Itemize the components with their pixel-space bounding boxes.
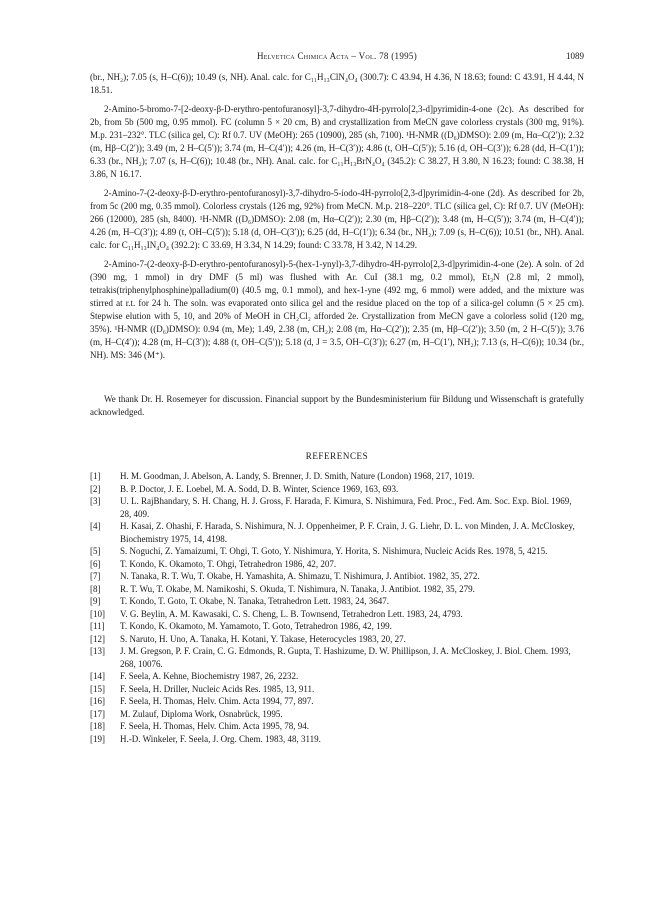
reference-text: F. Seela, H. Driller, Nucleic Acids Res. 1985, 13, 911. [120, 683, 315, 694]
reference-text: S. Noguchi, Z. Yamaizumi, T. Ohgi, T. Goto, Y. Nishimura, Y. Horita, S. Nishimura, Nucleic Acids Res. 1978, 5, 4215. [120, 546, 548, 556]
references-heading: REFERENCES [305, 451, 369, 461]
reference-item [90, 470, 584, 483]
reference-item [90, 583, 584, 596]
reference-text: T. Kondo, T. Goto, T. Okabe, N. Tanaka, Tetrahedron Lett. 1983, 24, 3647. [120, 596, 390, 606]
reference-item [90, 708, 584, 721]
reference-number: [19] [90, 733, 105, 744]
reference-number: [6] [90, 558, 101, 569]
experimental-paragraph: 2-Amino-7-(2-deoxy-β-D-erythro-pentofuranosyl)-3,7-dihydro-5-iodo-4H-pyrrolo[2,3-d]pyrimidin-4-one (2d). As described for 2b, from 5c (200 mg, 0.35 mmol). Colorless crystals (126 mg, 92%) from MeCN. M.p. 218–220°. TLC (silica gel, C): Rf 0.7. UV (MeOH): 266 (12000), 285 (sh, 8400). ¹H-NMR ((D₆)DMSO): 2.08 (m, Hα–C(2′)); 2.30 (m, Hβ–C(2′)); 3.48 (m, H–C(5′)); 3.74 (m, H–C(4′)); 4.26 (m, H–C(3′)); 4.89 (t, OH–C(5′)); 5.18 (d, OH–C(3′)); 6.25 (dd, H–C(1′)); 6.34 (br., NH₂); 7.09 (s, H–C(6)); 10.51 (br., NH). Anal. calc. for C₁₁H₁₃IN₄O₄ (392.2): C 33.69, H 3.34, N 14.29; found: C 33.78, H 3.42, N 14.29. [90, 188, 584, 250]
reference-number: [9] [90, 596, 101, 606]
reference-number: [8] [90, 583, 101, 594]
reference-text: R. T. Wu, T. Okabe, M. Namikoshi, S. Okuda, T. Nishimura, N. Tanaka, J. Antibiot. 1982, 35, 279. [120, 583, 475, 594]
reference-text: U. L. RajBhandary, S. H. Chang, H. J. Gross, F. Harada, F. Kimura, S. Nishimura, Fed. Proc., Fed. Am. Soc. Exp. Biol. 1969, 28, 409. [120, 496, 572, 519]
reference-number: [17] [90, 708, 105, 719]
experimental-paragraph: 2-Amino-7-(2-deoxy-β-D-erythro-pentofuranosyl)-5-(hex-1-ynyl)-3,7-dihydro-4H-pyrrolo[2,3-d]pyrimidin-4-one (2e). A soln. of 2d (390 mg, 1 mmol) in dry DMF (5 ml) was flushed with Ar. CuI (38.1 mg, 0.2 mmol), Et₃N (2.8 ml, 2 mmol), tetrakis(triphenylphosphine)palladium(0) (40.5 mg, 0.1 mmol), and hex-1-yne (492 mg, 6 mmol) were added, and the mixture was stirred at r.t. for 24 h. The soln. was evaporated onto silica gel and the residue placed on the top of a silica-gel column (5 × 25 cm). Stepwise elution with 5, 10, and 20% of MeOH in CH₂Cl₂ afforded 2e. Crystallization from MeCN gave a colorless solid (120 mg, 35%). ¹H-NMR ((D₆)DMSO): 0.94 (m, Me); 1.49, 2.38 (m, CH₂); 2.08 (m, Hα–C(2′)); 2.35 (m, Hβ–C(2′)); 3.50 (m, 2 H–C(5′)); 3.76 (m, H–C(4′)); 4.28 (m, H–C(3′)); 4.88 (t, OH–C(5′)); 5.18 (d, J = 3.5, OH–C(3′)); 6.27 (m, H–C(1′), NH₂); 7.13 (s, H–C(6)); 10.34 (br., NH). MS: 346 (M⁺). [90, 259, 584, 360]
reference-item [90, 683, 584, 696]
reference-text: H.-D. Winkeler, F. Seela, J. Org. Chem. 1983, 48, 3119. [120, 733, 321, 744]
reference-item [90, 545, 584, 558]
reference-number: [10] [90, 608, 105, 619]
experimental-paragraph: 2-Amino-5-bromo-7-[2-deoxy-β-D-erythro-pentofuranosyl]-3,7-dihydro-4H-pyrrolo[2,3-d]pyrimidin-4-one (2c). As described for 2b, from 5b (500 mg, 0.95 mmol). FC (column 5 × 20 cm, B) and crystallization from MeCN gave colorless crystals (300 mg, 91%). M.p. 231–232°. TLC (silica gel, C): Rf 0.7. UV (MeOH): 265 (10900), 285 (sh, 7100). ¹H-NMR ((D₆)DMSO): 2.09 (m, Hα–C(2′)); 2.32 (m, Hβ–C(2′)); 3.49 (m, 2 H–C(5′)); 3.74 (m, H–C(4′)); 4.26 (m, H–C(3′)); 4.86 (t, OH–C(5′)); 5.16 (d, OH–C(3′)); 6.28 (dd, H–C(1′)); 6.33 (br., NH₂); 7.07 (s, H–C(6)); 10.48 (br., NH). Anal. calc. for C₁₁H₁₃BrN₄O₄ (345.2): C 38.27, H 3.80, N 16.23; found: C 38.38, H 3.86, N 16.17. [90, 104, 584, 179]
acknowledgement: We thank Dr. H. Rosemeyer for discussion. Financial support by the Bundesministerium für Bildung und Wissenschaft is gratefully acknowledged. [90, 394, 584, 417]
reference-item [90, 645, 584, 670]
reference-number: [4] [90, 521, 101, 531]
reference-text: J. M. Gregson, P. F. Crain, C. G. Edmonds, R. Gupta, T. Hashizume, D. W. Phillipson, J. A. McCloskey, J. Biol. Chem. 1993, 268, 10076. [120, 646, 571, 669]
reference-text: V. G. Beylin, A. M. Kawasaki, C. S. Cheng, L. B. Townsend, Tetrahedron Lett. 1983, 24, 4793. [120, 608, 463, 619]
reference-number: [15] [90, 683, 105, 694]
reference-number: [7] [90, 571, 101, 581]
reference-item [90, 695, 584, 708]
reference-number: [2] [90, 483, 101, 494]
reference-item [90, 558, 584, 571]
reference-number: [14] [90, 671, 105, 681]
reference-text: T. Kondo, K. Okamoto, T. Ohgi, Tetrahedron 1986, 42, 207. [120, 558, 337, 569]
reference-item [90, 520, 584, 545]
reference-number: [11] [90, 621, 105, 631]
reference-number: [5] [90, 546, 101, 556]
body-text [90, 71, 584, 745]
reference-number: [13] [90, 646, 105, 656]
reference-number: [12] [90, 633, 105, 644]
reference-text: N. Tanaka, R. T. Wu, T. Okabe, H. Yamashita, A. Shimazu, T. Nishimura, J. Antibiot. 1982, 35, 272. [120, 571, 480, 581]
reference-item [90, 670, 584, 683]
reference-item [90, 495, 584, 520]
reference-text: F. Seela, A. Kehne, Biochemistry 1987, 26, 2232. [120, 671, 299, 681]
journal-title: Helvetica Chimica Acta – Vol. 78 (1995) [256, 51, 418, 61]
reference-item [90, 720, 584, 733]
reference-text: H. Kasai, Z. Ohashi, F. Harada, S. Nishimura, N. J. Oppenheimer, P. F. Crain, J. G. Liehr, D. L. von Minden, J. A. McCloskey, Biochemistry 1975, 14, 4198. [120, 521, 575, 544]
reference-text: H. M. Goodman, J. Abelson, A. Landy, S. Brenner, J. D. Smith, Nature (London) 1968, 217, 1019. [120, 471, 475, 481]
reference-item [90, 608, 584, 621]
reference-item [90, 570, 584, 583]
reference-number: [16] [90, 696, 105, 706]
reference-item [90, 633, 584, 646]
reference-text: T. Kondo, K. Okamoto, M. Yamamoto, T. Goto, Tetrahedron 1986, 42, 199. [120, 621, 392, 631]
reference-number: [3] [90, 496, 101, 506]
reference-text: S. Naruto, H. Uno, A. Tanaka, H. Kotani, Y. Takase, Heterocycles 1983, 20, 27. [120, 633, 406, 644]
running-head [90, 50, 584, 64]
reference-item [90, 483, 584, 496]
reference-list [90, 470, 584, 745]
page-number: 1089 [566, 51, 584, 61]
reference-text: F. Seela, H. Thomas, Helv. Chim. Acta 1995, 78, 94. [120, 721, 310, 731]
reference-text: F. Seela, H. Thomas, Helv. Chim. Acta 1994, 77, 897. [120, 696, 314, 706]
reference-item [90, 595, 584, 608]
reference-number: [18] [90, 721, 105, 731]
reference-text: M. Zulauf, Diploma Work, Osnabrück, 1995. [120, 708, 283, 719]
experimental-paragraph: (br., NH₂); 7.05 (s, H–C(6)); 10.49 (s, NH). Anal. calc. for C₁₁H₁₃ClN₄O₄ (300.7): C 43.94, H 4.36, N 18.63; found: C 43.91, H 4.44, N 18.51. [90, 72, 584, 95]
reference-text: B. P. Doctor, J. E. Loebel, M. A. Sodd, D. B. Winter, Science 1969, 163, 693. [120, 483, 399, 494]
reference-item [90, 620, 584, 633]
reference-item [90, 733, 584, 746]
reference-number: [1] [90, 471, 101, 481]
